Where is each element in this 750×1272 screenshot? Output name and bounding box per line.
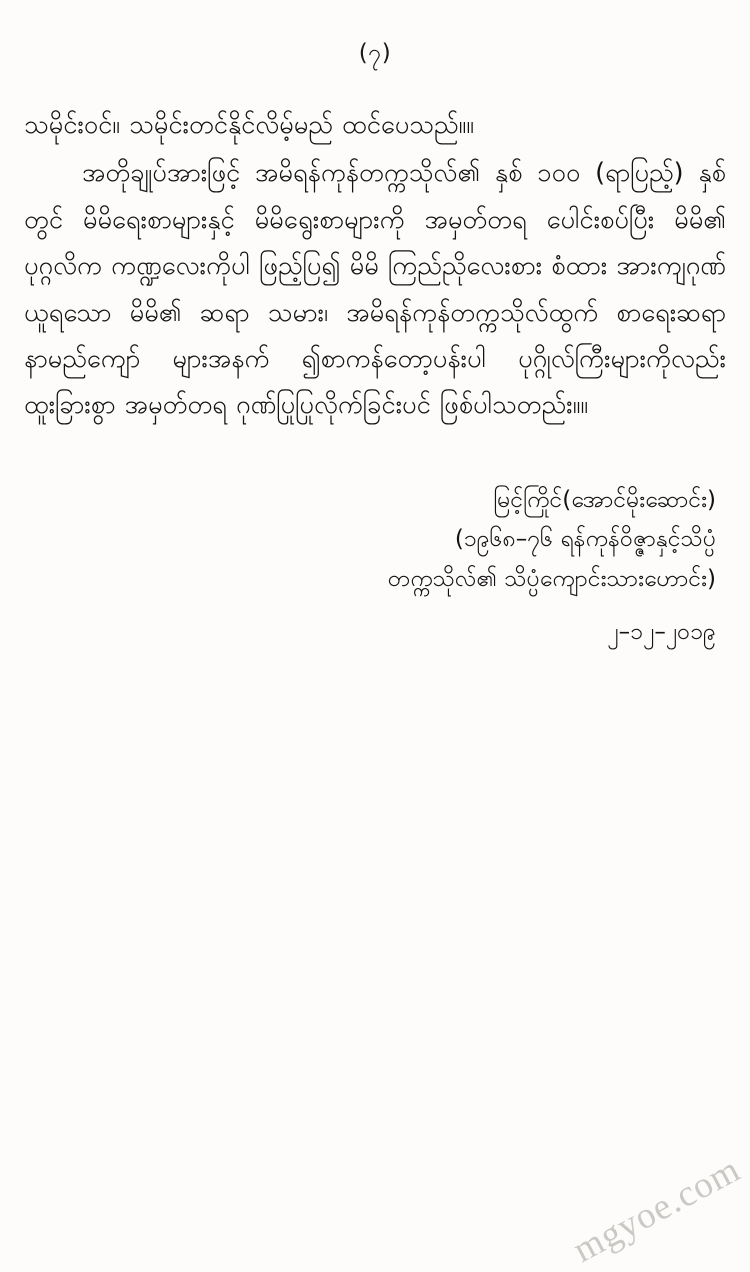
page-number: (၇) <box>358 40 392 66</box>
paragraph: အတိုချုပ်အားဖြင့် အမိရန်ကုန်တက္ကသိုလ်၏ နှစ် ၁၀၀ (ရာပြည့်) နှစ်တွင် မိမိရေးစာများနှင့် မိမိရွေးစာများကို အမှတ်တရ ပေါင်းစပ်ပြီး မိမိ၏ ပုဂ္ဂလိက ကဏ္ဍလေးကိုပါ ဖြည့်ပြ၍ မိမိ ကြည်ညိုလေးစား စံထား အားကျဂုဏ်ယူရသော မိမိ၏ ဆရာ သမား၊ အမိရန်ကုန်တက္ကသိုလ်ထွက် စာရေးဆရာ နာမည်ကျော် များအနက် ၍စာကန်တော့ပန်းပါ ပုဂ္ဂိုလ်ကြီးများကိုလည်း ထူးခြားစွာ အမှတ်တရ ဂုဏ်ပြုပြုလိုက်ခြင်းပင် ဖြစ်ပါသတည်း။။ <box>24 158 726 421</box>
signature-block <box>24 481 716 653</box>
signature-line: မြင့်ကြိုင်(အောင်မိုးဆောင်း) <box>493 486 716 513</box>
watermark: mgyoe.com <box>567 1148 748 1271</box>
document-body <box>24 102 726 429</box>
signature-date: ၂–၁၂–၂၀၁၉ <box>607 619 716 646</box>
paragraph: သမိုင်းဝင်။ သမိုင်းတင်နိုင်လိမ့်မည် ထင်ပေသည်။။ <box>24 110 474 140</box>
signature-line: တက္ကသိုလ်၏ သိပ္ပံကျောင်းသားဟောင်း) <box>387 565 716 592</box>
signature-line: (၁၉၆၈–၇၆ ရန်ကုန်ဝိဇ္ဇာနှင့်သိပ္ပံ <box>454 526 716 553</box>
